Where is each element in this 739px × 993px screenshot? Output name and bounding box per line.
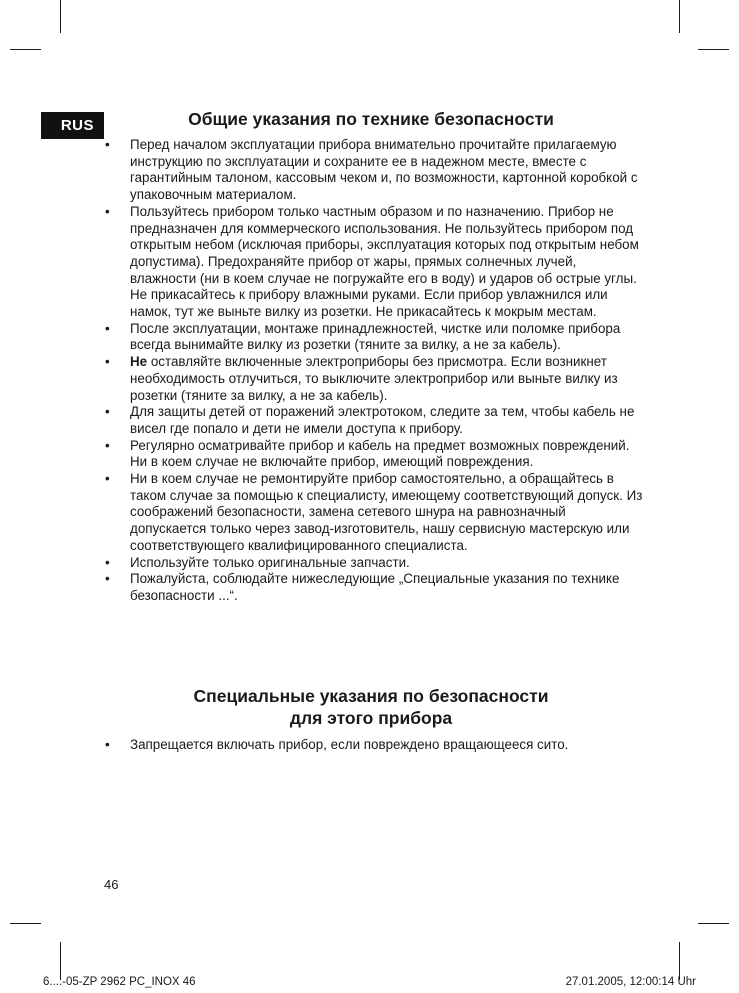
list-item-text: Перед началом эксплуатации прибора внимательно прочитайте прилагаемую инструкцию по эксплуатации и сохраните ее в надежном месте, вместе с гарантийным талоном, кассовым чеком и, по возможности, картонной коробкой с упаковочным материалом. xyxy=(130,137,638,203)
list-item xyxy=(104,438,644,471)
list-item xyxy=(104,404,644,437)
bullet-icon: • xyxy=(105,320,110,336)
list-item xyxy=(104,555,644,572)
list-item-text: Ни в коем случае не ремонтируйте прибор самостоятельно, а обращайтесь в таком случае за помощью к специалисту, имеющему соответствующий допуск. Из соображений безопасности, замена сетевого шнура на равнозначный допускается только через завод-изготовитель, нашу сервисную мастерскую или соответствующего квалифицированного специалиста. xyxy=(130,471,643,553)
list-item-text: Для защиты детей от поражений электротоком, следите за тем, чтобы кабель не висел где попало и дети не имели доступа к прибору. xyxy=(130,404,635,436)
crop-mark-top-right-h xyxy=(698,49,729,50)
list-item xyxy=(104,204,644,321)
list-item xyxy=(104,321,644,354)
bullet-icon: • xyxy=(105,137,110,152)
bullet-icon: • xyxy=(105,554,110,570)
list-item-text: Регулярно осматривайте прибор и кабель на предмет возможных повреждений. Ни в коем случае не включайте прибор, имеющий повреждения. xyxy=(130,437,630,470)
bullet-icon: • xyxy=(105,471,110,487)
crop-mark-top-left-h xyxy=(10,49,41,50)
special-safety-heading xyxy=(110,685,632,729)
list-item xyxy=(104,571,644,604)
footer-timestamp: 27.01.2005, 12:00:14 Uhr xyxy=(565,976,696,988)
list-item xyxy=(104,137,644,204)
crop-mark-top-right-v xyxy=(679,0,680,33)
crop-mark-bottom-right-v xyxy=(679,942,680,980)
list-item xyxy=(104,354,644,404)
general-safety-list xyxy=(104,137,644,605)
special-safety-list xyxy=(104,737,644,754)
special-heading-line1: Специальные указания по безопасности xyxy=(193,686,549,706)
crop-mark-top-left-v xyxy=(60,0,61,33)
bullet-icon: • xyxy=(105,404,110,420)
bullet-icon: • xyxy=(105,437,110,453)
list-item-text: Запрещается включать прибор, если повреждено вращающееся сито. xyxy=(130,737,569,752)
crop-mark-bottom-left-h xyxy=(10,923,41,924)
bullet-icon: • xyxy=(105,354,110,370)
list-item-text: После эксплуатации, монтаже принадлежностей, чистке или поломке прибора всегда вынимайте вилку из розетки (тяните за вилку, а не за кабель). xyxy=(130,320,621,353)
crop-mark-bottom-left-v xyxy=(60,942,61,980)
bullet-icon: • xyxy=(105,203,110,219)
crop-mark-bottom-right-h xyxy=(698,923,729,924)
general-safety-heading: Общие указания по технике безопасности xyxy=(188,109,554,129)
language-tab: RUS xyxy=(41,112,104,139)
special-heading-line2: для этого прибора xyxy=(289,708,453,728)
bullet-icon: • xyxy=(105,571,110,587)
footer-file-info: 6....-05-ZP 2962 PC_INOX 46 xyxy=(43,976,196,988)
list-item xyxy=(104,737,644,754)
list-item-text: оставляйте включенные электроприборы без присмотра. Если возникнет необходимость отлучиться, то выключите электроприбор или выньте вилку из розетки (тяните за вилку, а не за кабель). xyxy=(130,354,618,403)
list-item-text: Используйте только оригинальные запчасти. xyxy=(130,554,410,570)
page-number: 46 xyxy=(104,877,119,892)
list-item-text: Пожалуйста, соблюдайте нижеследующие „Специальные указания по технике безопасности ...“. xyxy=(130,571,620,603)
list-item-text: Пользуйтесь прибором только частным образом и по назначению. Прибор не предназначен для коммерческого использования. Не пользуйтесь прибором под открытым небом (исключая приборы, эксплуатация которых под открытым небом допустима). Предохраняйте прибор от жары, прямых солнечных лучей, влажности (ни в коем случае не погружайте его в воду) и ударов об острые углы. Не прикасайтесь к прибору влажными руками. Если прибор увлажнился или намок, тут же выньте вилку из розетки. Не прикасайтесь к мокрым местам. xyxy=(130,203,639,320)
bullet-icon: • xyxy=(105,737,110,752)
list-item-emphasis: Не xyxy=(130,354,148,370)
list-item xyxy=(104,471,644,555)
